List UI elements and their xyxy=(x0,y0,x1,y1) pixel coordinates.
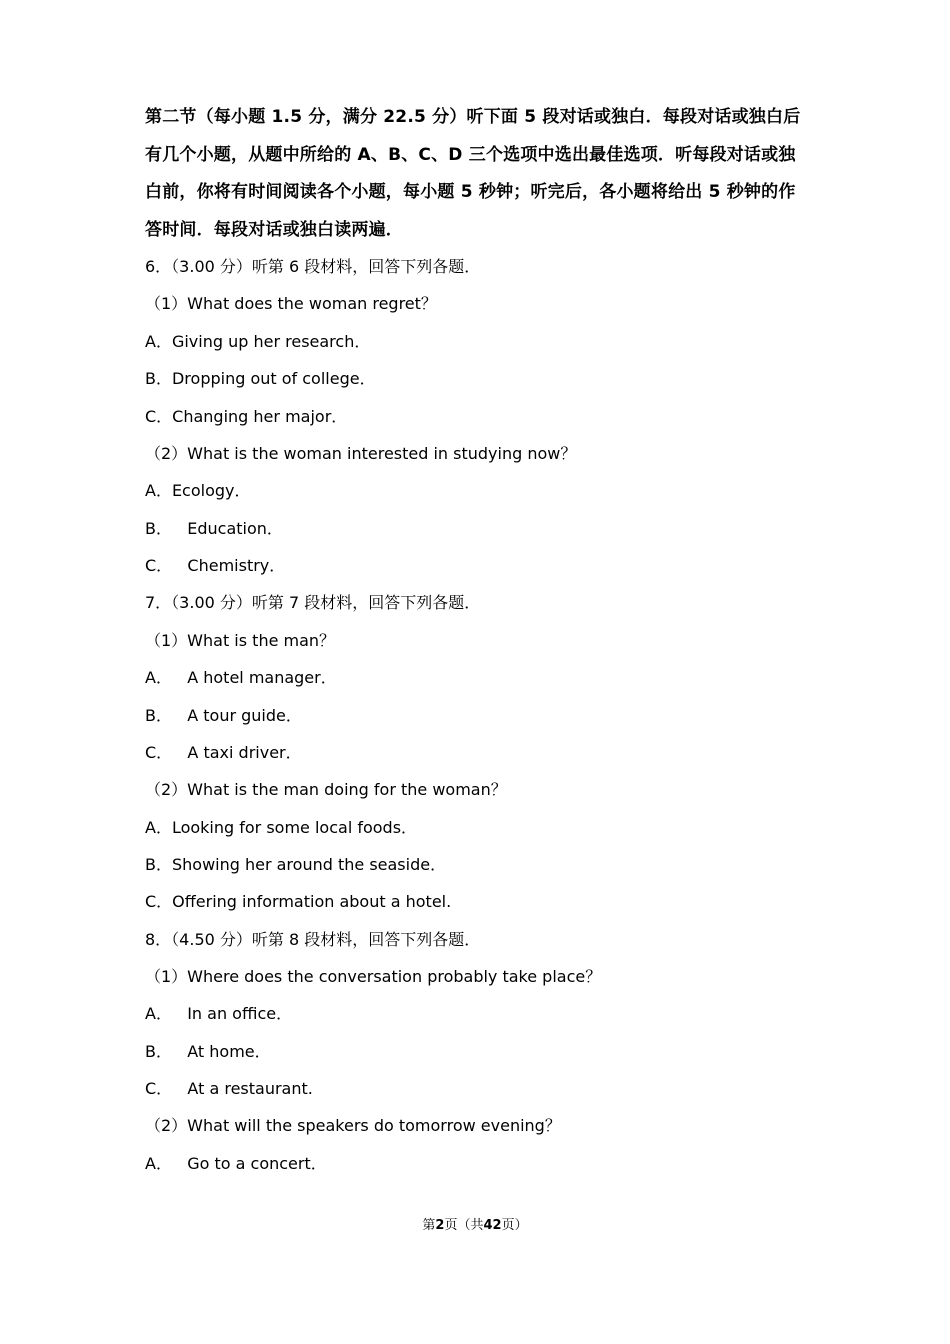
question-6-1-option-b: B．Dropping out of college． xyxy=(145,369,376,388)
question-6-2-option-b: B． Education． xyxy=(145,519,283,538)
question-7-2-option-b: B．Showing her around the seaside． xyxy=(145,855,447,874)
question-7-1-prompt: （1）What is the man？ xyxy=(145,631,336,650)
question-7-2-option-a: A．Looking for some local foods． xyxy=(145,818,418,837)
footer-middle: 页（共 xyxy=(444,1218,484,1233)
question-7-1-option-a: A． A hotel manager． xyxy=(145,668,337,687)
question-6-1-prompt: （1）What does the woman regret？ xyxy=(145,294,437,313)
question-6-1-option-c: C．Changing her major． xyxy=(145,407,348,426)
question-7-heading: 7．（3.00 分）听第 7 段材料，回答下列各题． xyxy=(145,593,481,612)
footer-suffix: 页） xyxy=(501,1218,528,1233)
question-8-1-option-a: A． In an office． xyxy=(145,1004,293,1023)
section-instructions: 第二节（每小题 1.5 分，满分 22.5 分）听下面 5 段对话或独白．每段对话或独白后有几个小题，从题中所给的 A、B、C、D 三个选项中选出最佳选项．听每段对话或独白前，你将有时间阅读各个小题，每小题 5 秒钟；听完后，各小题将给出 5 秒钟的作答时间．每段对话或独白读两遍． xyxy=(145,107,801,240)
question-6-2-prompt: （2）What is the woman interested in studying now？ xyxy=(145,444,577,463)
footer-page-number: 2 xyxy=(435,1218,445,1233)
question-8-1-prompt: （1）Where does the conversation probably take place？ xyxy=(145,967,602,986)
question-6-2-option-a: A．Ecology． xyxy=(145,481,251,500)
question-6-heading: 6．（3.00 分）听第 6 段材料，回答下列各题． xyxy=(145,257,481,276)
footer-prefix: 第 xyxy=(422,1218,436,1233)
question-8-1-option-c: C． At a restaurant. xyxy=(145,1079,313,1098)
question-7-1-option-c: C． A taxi driver． xyxy=(145,743,302,762)
page-footer xyxy=(0,1214,950,1233)
question-8-2-option-a: A． Go to a concert． xyxy=(145,1154,327,1173)
question-6-1-option-a: A．Giving up her research． xyxy=(145,332,371,351)
question-8-1-option-b: B． At home． xyxy=(145,1042,271,1061)
question-7-2-prompt: （2）What is the man doing for the woman？ xyxy=(145,780,507,799)
question-7-1-option-b: B． A tour guide． xyxy=(145,706,302,725)
question-8-heading: 8．（4.50 分）听第 8 段材料，回答下列各题． xyxy=(145,930,481,949)
question-6-2-option-c: C． Chemistry． xyxy=(145,556,286,575)
question-8-2-prompt: （2）What will the speakers do tomorrow evening？ xyxy=(145,1116,561,1135)
question-7-2-option-c: C．Offering information about a hotel. xyxy=(145,892,452,911)
footer-total-pages: 42 xyxy=(483,1218,502,1233)
